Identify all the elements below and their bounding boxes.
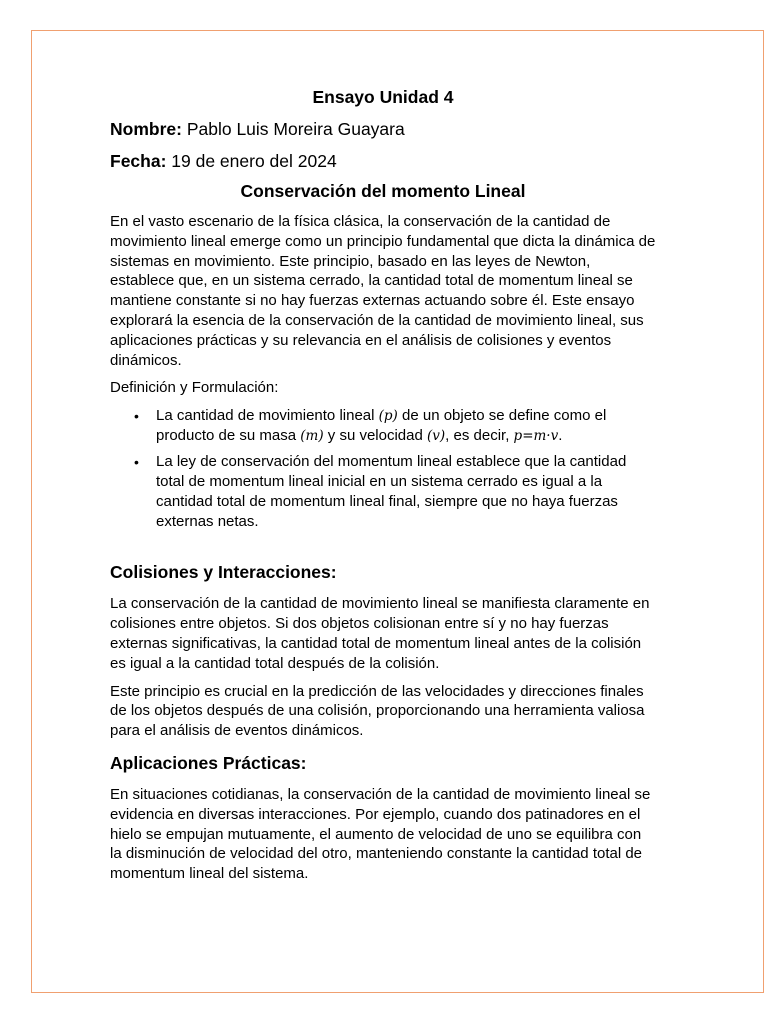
section-title: Conservación del momento Lineal <box>240 181 526 201</box>
applications-paragraph: En situaciones cotidianas, la conservación de la cantidad de movimiento lineal se evidencia en diversas interacciones. Por ejemplo, cuando dos patinadores en el hielo se empujan mutuamente, el aumento de velocidad de uno se equilibra con la disminución de velocidad del otro, manteniendo constante la cantidad total de momentum lineal del sistema. <box>110 785 651 883</box>
bullet1-text-2: de un objeto se define como el producto de su masa <box>156 407 607 445</box>
bullet2-text: La ley de conservación del momentum lineal establece que la cantidad total de momentum lineal inicial en un sistema cerrado es igual a la cantidad total de momentum lineal final, siempre que no haya fuerzas externas netas. <box>156 453 627 531</box>
bullet-icon: • <box>134 454 139 471</box>
bullet1-text-4: , es decir, <box>445 427 514 445</box>
list-item <box>134 406 656 446</box>
symbol-m: (m) <box>300 428 324 445</box>
collisions-heading: Colisiones y Interacciones: <box>110 562 337 583</box>
definition-list <box>110 406 656 532</box>
symbol-p: (p) <box>378 408 398 425</box>
bullet1-text-1: La cantidad de movimiento lineal <box>156 407 379 425</box>
document-title: Ensayo Unidad 4 <box>312 87 454 107</box>
collisions-paragraph-2: Este principio es crucial en la predicción de las velocidades y direcciones finales de los objetos después de una colisión, proporcionando una herramienta valiosa para el análisis de eventos dinámicos. <box>110 682 645 740</box>
applications-heading: Aplicaciones Prácticas: <box>110 752 307 773</box>
list-item <box>134 452 656 532</box>
date-line <box>110 148 656 174</box>
definition-label: Definición y Formulación: <box>110 379 279 397</box>
symbol-v: (v) <box>427 428 446 445</box>
intro-paragraph: En el vasto escenario de la física clásica, la conservación de la cantidad de movimiento lineal emerge como un principio fundamental que dicta la dinámica de sistemas en movimiento. Este principio, basado en las leyes de Newton, establece que, en un sistema cerrado, la cantidad total de momentum lineal se mantiene constante si no hay fuerzas externas actuando sobre él. Este ensayo explorará la esencia de la conservación de la cantidad de movimiento lineal, sus aplicaciones prácticas y su relevancia en el análisis de colisiones y eventos dinámicos. <box>110 213 656 369</box>
name-value: Pablo Luis Moreira Guayara <box>186 119 405 139</box>
bullet-icon: • <box>134 408 139 425</box>
formula: p=m·v <box>513 428 559 445</box>
collisions-paragraph-1: La conservación de la cantidad de movimiento lineal se manifiesta claramente en colisiones entre objetos. Si dos objetos colisionan entre sí y no hay fuerzas externas significativas, la cantidad total de momentum lineal antes de la colisión es igual a la cantidad total después de la colisión. <box>110 595 650 672</box>
document-body <box>110 84 656 884</box>
bullet1-text-3: y su velocidad <box>323 427 427 445</box>
name-label: Nombre: <box>110 119 182 139</box>
date-label: Fecha: <box>110 151 167 171</box>
name-line <box>110 116 656 142</box>
date-value: 19 de enero del 2024 <box>171 151 337 171</box>
bullet1-text-5: . <box>558 427 563 445</box>
